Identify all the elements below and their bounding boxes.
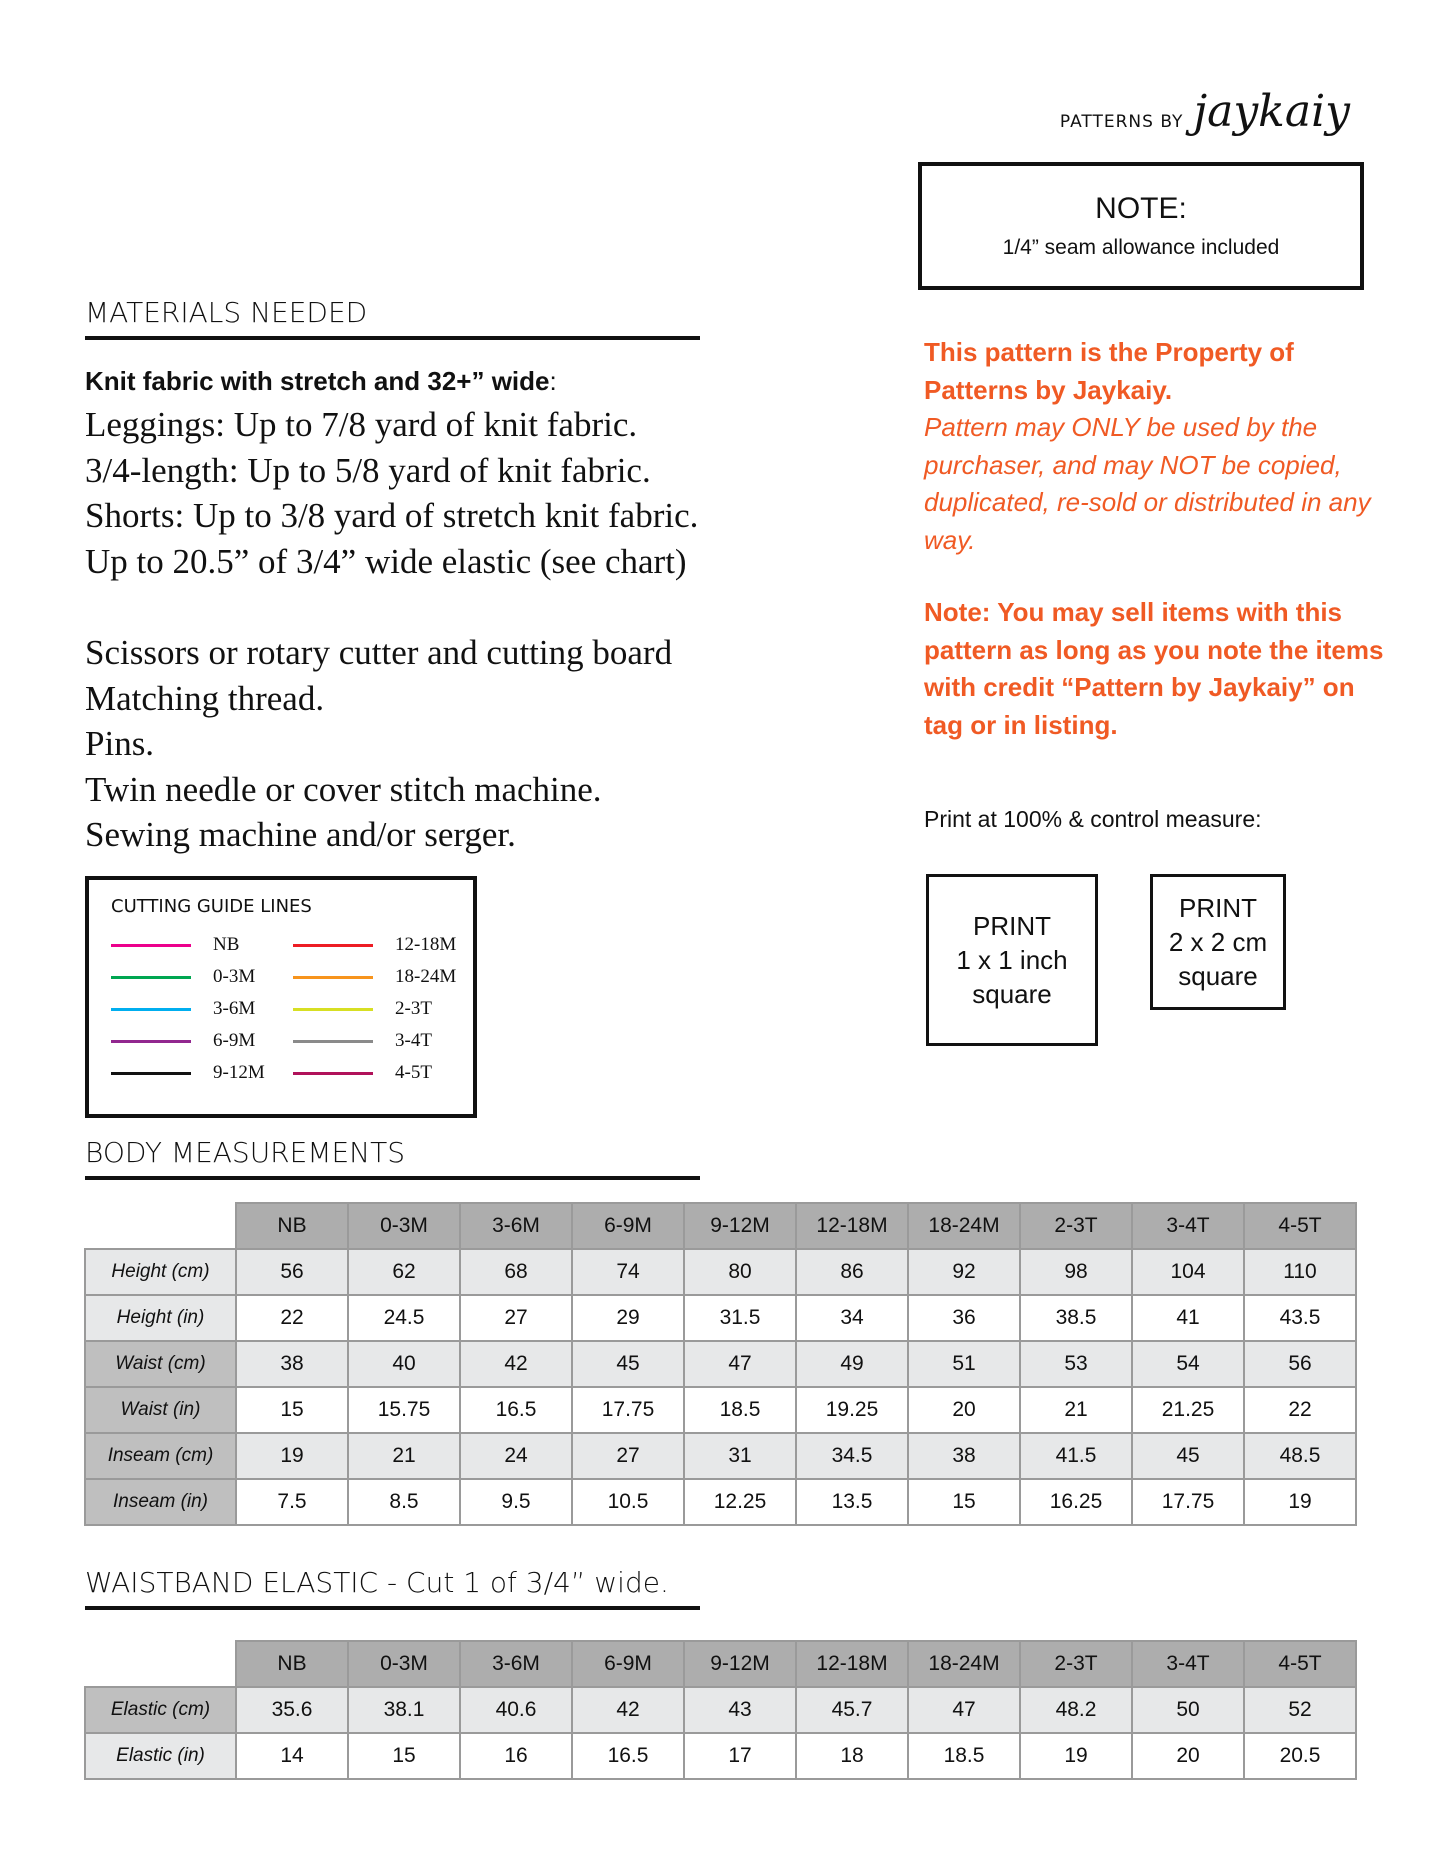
guide-line-swatch bbox=[111, 1008, 191, 1011]
body-heading: BODY MEASUREMENTS bbox=[85, 1136, 700, 1180]
guide-label: 2-3T bbox=[395, 998, 432, 1019]
row-label: Waist (in) bbox=[85, 1387, 236, 1433]
print-label: Print at 100% & control measure: bbox=[924, 806, 1262, 832]
note-title: NOTE: bbox=[1095, 192, 1187, 225]
cutting-guide-entry bbox=[111, 934, 239, 956]
column-header: 0-3M bbox=[348, 1203, 460, 1249]
guide-line-swatch bbox=[111, 944, 191, 947]
row-label: Height (in) bbox=[85, 1295, 236, 1341]
table-cell: 17 bbox=[684, 1733, 796, 1779]
table-cell: 51 bbox=[908, 1341, 1020, 1387]
table-cell: 38.1 bbox=[348, 1687, 460, 1733]
table-cell: 7.5 bbox=[236, 1479, 348, 1525]
print-inch-line: PRINT bbox=[973, 911, 1051, 941]
sell-note: Note: You may sell items with this pattern as long as you note the items with credit “Pattern by Jaykaiy” on tag or in listing. bbox=[924, 597, 1384, 740]
table-cell: 42 bbox=[460, 1341, 572, 1387]
row-label: Inseam (in) bbox=[85, 1479, 236, 1525]
table-corner bbox=[85, 1203, 236, 1249]
table-cell: 13.5 bbox=[796, 1479, 908, 1525]
table-cell: 56 bbox=[236, 1249, 348, 1295]
table-cell: 19 bbox=[1244, 1479, 1356, 1525]
column-header: 12-18M bbox=[796, 1203, 908, 1249]
supply-line: Scissors or rotary cutter and cutting board bbox=[85, 633, 673, 672]
table-cell: 47 bbox=[908, 1687, 1020, 1733]
cutting-guide-entry bbox=[293, 1062, 432, 1084]
table-cell: 52 bbox=[1244, 1687, 1356, 1733]
column-header: 9-12M bbox=[684, 1641, 796, 1687]
row-label: Inseam (cm) bbox=[85, 1433, 236, 1479]
table-cell: 48.2 bbox=[1020, 1687, 1132, 1733]
table-cell: 19 bbox=[236, 1433, 348, 1479]
materials-intro-bold: Knit fabric with stretch and 32+” wide bbox=[85, 366, 550, 396]
table-cell: 29 bbox=[572, 1295, 684, 1341]
table-cell: 36 bbox=[908, 1295, 1020, 1341]
table-cell: 62 bbox=[348, 1249, 460, 1295]
row-label: Elastic (in) bbox=[85, 1733, 236, 1779]
cutting-guide-entry bbox=[293, 1030, 432, 1052]
note-subtitle: 1/4” seam allowance included bbox=[1002, 236, 1280, 259]
table-cell: 15 bbox=[908, 1479, 1020, 1525]
table-cell: 53 bbox=[1020, 1341, 1132, 1387]
table-cell: 40.6 bbox=[460, 1687, 572, 1733]
column-header: 3-4T bbox=[1132, 1641, 1244, 1687]
cutting-guide-entry bbox=[111, 1030, 255, 1052]
table-cell: 16.25 bbox=[1020, 1479, 1132, 1525]
guide-label: 3-6M bbox=[213, 998, 256, 1019]
property-italic: Pattern may ONLY be used by the purchaser, and may NOT be copied, duplicated, re-sold or distributed in any way. bbox=[924, 412, 1371, 555]
guide-label: 12-18M bbox=[395, 934, 457, 955]
table-row bbox=[85, 1249, 1356, 1295]
table-cell: 8.5 bbox=[348, 1479, 460, 1525]
table-cell: 15 bbox=[348, 1733, 460, 1779]
table-row bbox=[85, 1687, 1356, 1733]
table-cell: 45 bbox=[1132, 1433, 1244, 1479]
table-cell: 48.5 bbox=[1244, 1433, 1356, 1479]
table-cell: 43.5 bbox=[1244, 1295, 1356, 1341]
table-row bbox=[85, 1479, 1356, 1525]
cutting-guide bbox=[85, 876, 477, 1118]
table-cell: 22 bbox=[236, 1295, 348, 1341]
table-cell: 18.5 bbox=[684, 1387, 796, 1433]
table-cell: 35.6 bbox=[236, 1687, 348, 1733]
table-cell: 21 bbox=[348, 1433, 460, 1479]
print-cm-square bbox=[1150, 874, 1286, 1010]
elastic-heading: WAISTBAND ELASTIC - Cut 1 of 3/4” wide. bbox=[85, 1566, 700, 1610]
row-label: Elastic (cm) bbox=[85, 1687, 236, 1733]
property-bold: This pattern is the Property of Patterns by Jaykaiy. bbox=[924, 337, 1294, 405]
table-row bbox=[85, 1387, 1356, 1433]
cutting-guide-title: CUTTING GUIDE LINES bbox=[111, 896, 312, 917]
brand-logo: jaykaiy bbox=[1193, 86, 1350, 137]
table-cell: 45 bbox=[572, 1341, 684, 1387]
table-row bbox=[85, 1295, 1356, 1341]
table-cell: 42 bbox=[572, 1687, 684, 1733]
guide-line-swatch bbox=[293, 944, 373, 947]
elastic-table bbox=[84, 1640, 1357, 1780]
column-header: 3-6M bbox=[460, 1641, 572, 1687]
brand bbox=[1059, 86, 1350, 137]
guide-line-swatch bbox=[293, 1008, 373, 1011]
cutting-guide-entry bbox=[293, 998, 432, 1020]
table-cell: 12.25 bbox=[684, 1479, 796, 1525]
table-cell: 18 bbox=[796, 1733, 908, 1779]
materials-intro bbox=[85, 366, 557, 397]
guide-label: 0-3M bbox=[213, 966, 256, 987]
guide-label: 6-9M bbox=[213, 1030, 256, 1051]
guide-label: 3-4T bbox=[395, 1030, 432, 1051]
row-label: Waist (cm) bbox=[85, 1341, 236, 1387]
row-label: Height (cm) bbox=[85, 1249, 236, 1295]
table-cell: 80 bbox=[684, 1249, 796, 1295]
brand-prefix: PATTERNS BY bbox=[1059, 112, 1184, 132]
table-cell: 74 bbox=[572, 1249, 684, 1295]
supplies-list bbox=[85, 630, 672, 858]
body-measurements-table bbox=[84, 1202, 1357, 1526]
column-header: 6-9M bbox=[572, 1203, 684, 1249]
table-cell: 47 bbox=[684, 1341, 796, 1387]
materials-line: Leggings: Up to 7/8 yard of knit fabric. bbox=[85, 405, 638, 444]
table-cell: 68 bbox=[460, 1249, 572, 1295]
table-cell: 16.5 bbox=[460, 1387, 572, 1433]
guide-line-swatch bbox=[293, 1072, 373, 1075]
table-row bbox=[85, 1733, 1356, 1779]
table-cell: 17.75 bbox=[572, 1387, 684, 1433]
column-header: 2-3T bbox=[1020, 1641, 1132, 1687]
print-inch-line: square bbox=[972, 979, 1052, 1009]
table-corner bbox=[85, 1641, 236, 1687]
table-cell: 9.5 bbox=[460, 1479, 572, 1525]
cutting-guide-entry bbox=[293, 934, 456, 956]
table-cell: 18.5 bbox=[908, 1733, 1020, 1779]
table-cell: 16.5 bbox=[572, 1733, 684, 1779]
column-header: NB bbox=[236, 1641, 348, 1687]
guide-label: NB bbox=[213, 934, 240, 955]
column-header: 2-3T bbox=[1020, 1203, 1132, 1249]
table-cell: 15.75 bbox=[348, 1387, 460, 1433]
table-cell: 19 bbox=[1020, 1733, 1132, 1779]
table-cell: 110 bbox=[1244, 1249, 1356, 1295]
guide-label: 18-24M bbox=[395, 966, 457, 987]
guide-line-swatch bbox=[111, 976, 191, 979]
table-cell: 34.5 bbox=[796, 1433, 908, 1479]
table-cell: 40 bbox=[348, 1341, 460, 1387]
table-cell: 56 bbox=[1244, 1341, 1356, 1387]
materials-list bbox=[85, 402, 698, 584]
table-row bbox=[85, 1341, 1356, 1387]
table-cell: 43 bbox=[684, 1687, 796, 1733]
table-cell: 17.75 bbox=[1132, 1479, 1244, 1525]
column-header: 0-3M bbox=[348, 1641, 460, 1687]
guide-line-swatch bbox=[293, 1040, 373, 1043]
supply-line: Sewing machine and/or serger. bbox=[85, 815, 516, 854]
guide-label: 9-12M bbox=[213, 1062, 265, 1083]
table-cell: 38 bbox=[236, 1341, 348, 1387]
column-header: 18-24M bbox=[908, 1203, 1020, 1249]
print-inch-line: 1 x 1 inch bbox=[956, 945, 1068, 975]
table-cell: 92 bbox=[908, 1249, 1020, 1295]
table-cell: 19.25 bbox=[796, 1387, 908, 1433]
materials-line: Up to 20.5” of 3/4” wide elastic (see chart) bbox=[85, 541, 687, 581]
note-box bbox=[918, 162, 1364, 290]
materials-line: Shorts: Up to 3/8 yard of stretch knit fabric. bbox=[85, 496, 699, 535]
table-cell: 86 bbox=[796, 1249, 908, 1295]
print-inch-square bbox=[926, 874, 1098, 1046]
table-cell: 31 bbox=[684, 1433, 796, 1479]
print-cm-line: 2 x 2 cm bbox=[1168, 927, 1268, 957]
table-cell: 20.5 bbox=[1244, 1733, 1356, 1779]
table-cell: 38 bbox=[908, 1433, 1020, 1479]
table-row bbox=[85, 1433, 1356, 1479]
guide-line-swatch bbox=[111, 1072, 191, 1075]
guide-line-swatch bbox=[111, 1040, 191, 1043]
column-header: 3-4T bbox=[1132, 1203, 1244, 1249]
table-cell: 34 bbox=[796, 1295, 908, 1341]
column-header: 9-12M bbox=[684, 1203, 796, 1249]
property-notice bbox=[924, 334, 1384, 559]
table-cell: 20 bbox=[908, 1387, 1020, 1433]
table-cell: 104 bbox=[1132, 1249, 1244, 1295]
table-cell: 38.5 bbox=[1020, 1295, 1132, 1341]
materials-intro-rest: : bbox=[549, 366, 557, 396]
table-cell: 15 bbox=[236, 1387, 348, 1433]
column-header: 3-6M bbox=[460, 1203, 572, 1249]
table-cell: 21 bbox=[1020, 1387, 1132, 1433]
table-cell: 27 bbox=[572, 1433, 684, 1479]
table-cell: 22 bbox=[1244, 1387, 1356, 1433]
cutting-guide-entry bbox=[293, 966, 456, 988]
materials-heading: MATERIALS NEEDED bbox=[85, 296, 700, 340]
supply-line: Matching thread. bbox=[85, 678, 325, 718]
column-header: 4-5T bbox=[1244, 1641, 1356, 1687]
table-cell: 16 bbox=[460, 1733, 572, 1779]
guide-label: 4-5T bbox=[395, 1062, 432, 1083]
print-cm-line: PRINT bbox=[1179, 893, 1257, 923]
column-header: 4-5T bbox=[1244, 1203, 1356, 1249]
cutting-guide-entry bbox=[111, 1062, 265, 1084]
table-cell: 41.5 bbox=[1020, 1433, 1132, 1479]
guide-line-swatch bbox=[293, 976, 373, 979]
column-header: NB bbox=[236, 1203, 348, 1249]
supply-line: Twin needle or cover stitch machine. bbox=[85, 769, 602, 809]
table-cell: 45.7 bbox=[796, 1687, 908, 1733]
column-header: 12-18M bbox=[796, 1641, 908, 1687]
table-cell: 14 bbox=[236, 1733, 348, 1779]
table-cell: 10.5 bbox=[572, 1479, 684, 1525]
table-cell: 41 bbox=[1132, 1295, 1244, 1341]
supply-line: Pins. bbox=[85, 724, 155, 763]
table-cell: 27 bbox=[460, 1295, 572, 1341]
table-cell: 49 bbox=[796, 1341, 908, 1387]
table-cell: 54 bbox=[1132, 1341, 1244, 1387]
table-cell: 20 bbox=[1132, 1733, 1244, 1779]
table-cell: 21.25 bbox=[1132, 1387, 1244, 1433]
table-cell: 50 bbox=[1132, 1687, 1244, 1733]
cutting-guide-entry bbox=[111, 966, 255, 988]
cutting-guide-entry bbox=[111, 998, 255, 1020]
table-cell: 31.5 bbox=[684, 1295, 796, 1341]
table-cell: 24 bbox=[460, 1433, 572, 1479]
table-cell: 98 bbox=[1020, 1249, 1132, 1295]
print-cm-line: square bbox=[1178, 961, 1258, 991]
materials-line: 3/4-length: Up to 5/8 yard of knit fabric. bbox=[85, 450, 651, 490]
column-header: 18-24M bbox=[908, 1641, 1020, 1687]
table-cell: 24.5 bbox=[348, 1295, 460, 1341]
column-header: 6-9M bbox=[572, 1641, 684, 1687]
